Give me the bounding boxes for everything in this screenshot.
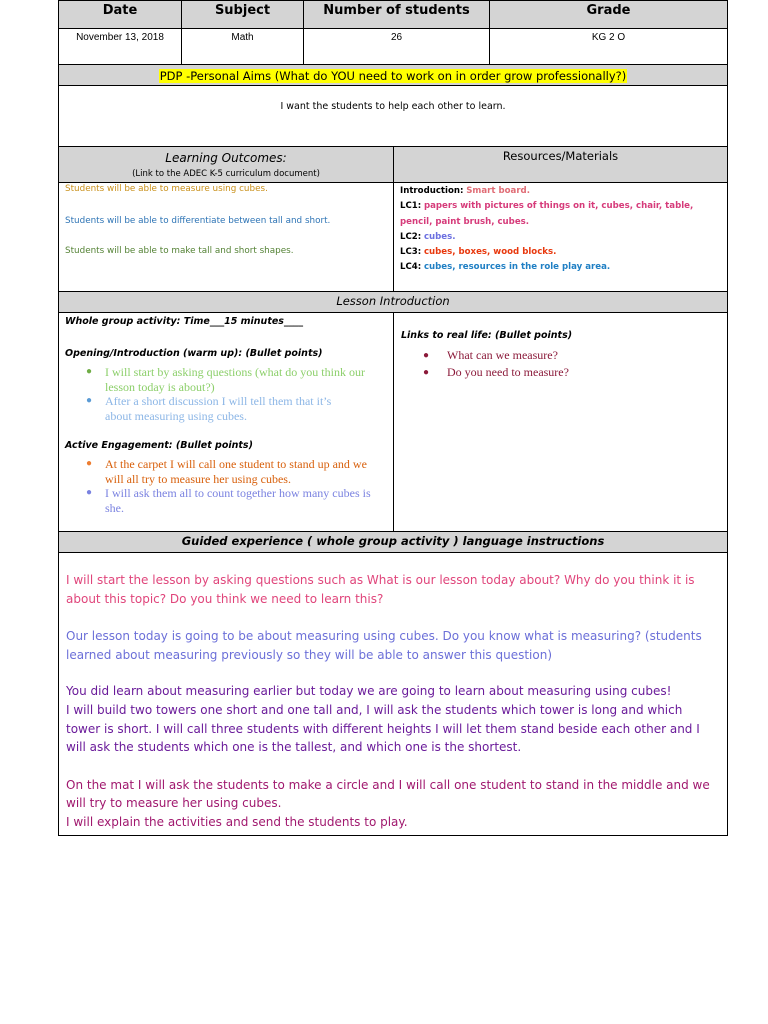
bullet-icon: ● — [86, 395, 93, 406]
date-value: November 13, 2018 — [58, 28, 182, 65]
resources-title: Resources/Materials — [502, 149, 619, 163]
outcome-1: Students will be able to measure using cubes. — [65, 184, 268, 194]
pdp-title-row — [58, 64, 728, 86]
guided-content — [58, 552, 728, 836]
resource-lc2-label: LC2: — [400, 232, 422, 242]
learning-outcomes-subtitle: (Link to the ADEC K-5 curriculum document) — [132, 169, 320, 179]
links-item-2-text: Do you need to measure? — [447, 365, 569, 379]
resource-intro-label: Introduction: — [400, 186, 464, 196]
opening-item-2-text: After a short discussion I will tell them that it’s about measuring using cubes. — [105, 394, 332, 423]
resources-content — [393, 182, 728, 292]
grade-header: Grade — [489, 0, 728, 29]
resources-header — [393, 146, 728, 183]
pdp-aim: I want the students to help each other to learn. — [280, 101, 506, 112]
bullet-icon: ● — [86, 487, 93, 498]
resource-lc2 — [400, 230, 720, 246]
guided-title: Guided experience ( whole group activity ) language instructions — [181, 534, 605, 548]
resource-intro — [400, 184, 720, 200]
subject-value: Math — [181, 28, 304, 65]
opening-item-1 — [59, 365, 389, 394]
resource-lc3-label: LC3: — [400, 247, 422, 257]
date-header: Date — [58, 0, 182, 29]
active-item-1-text: At the carpet I will call one student to stand up and we will all try to measure her using cubes. — [105, 457, 367, 486]
bullet-icon: ● — [86, 458, 93, 469]
guided-paragraph-4a: On the mat I will ask the students to make a circle and I will call one student to stand in the middle and we will try to measure her using cubes. — [66, 777, 710, 811]
resource-lc1-label: LC1: — [400, 201, 422, 211]
grade-value: KG 2 O — [489, 28, 728, 65]
resource-lc4-value: cubes, resources in the role play area. — [423, 262, 611, 272]
pdp-aim-row — [58, 85, 728, 147]
active-heading: Active Engagement: (Bullet points) — [65, 440, 253, 451]
bullet-icon: ● — [86, 366, 93, 377]
learning-outcomes-header — [58, 146, 394, 183]
students-header: Number of students — [303, 0, 490, 29]
guided-paragraph-2: Our lesson today is going to be about measuring using cubes. Do you know what is measuring? (students learned about measuring previously so they will be able to answer this question) — [66, 629, 702, 662]
lesson-intro-left — [58, 312, 394, 532]
opening-heading: Opening/Introduction (warm up): (Bullet points) — [65, 348, 323, 359]
outcome-2: Students will be able to differentiate between tall and short. — [65, 216, 331, 226]
guided-paragraph-1: I will start the lesson by asking questions such as What is our lesson today about? Why do you think it is about this topic? Do you think we need to learn this? — [66, 573, 695, 606]
whole-group-activity: Whole group activity: Time___15 minutes____ — [65, 316, 303, 327]
pdp-title: PDP -Personal Aims (What do YOU need to work on in order grow professionally?) — [159, 69, 627, 83]
resource-lc3 — [400, 245, 720, 261]
lesson-intro-header — [58, 291, 728, 313]
bullet-icon: ● — [423, 350, 430, 361]
guided-paragraph-3a: You did learn about measuring earlier but today we are going to learn about measuring using cubes! — [66, 684, 672, 699]
outcome-3: Students will be able to make tall and short shapes. — [65, 246, 294, 256]
guided-paragraph-3b: I will build two towers one short and one tall and, I will ask the students which tower is long and which tower is short. I will call three students with different heights I will let them stand beside each other and I will ask the students which one is the tallest, and which one is the shortest. — [66, 702, 700, 755]
links-item-1-text: What can we measure? — [447, 348, 558, 362]
resource-lc2-value: cubes. — [423, 232, 456, 242]
resource-lc4-label: LC4: — [400, 262, 422, 272]
guided-header — [58, 531, 728, 553]
resource-lc1-value: papers with pictures of things on it, cubes, chair, table, pencil, paint brush, cubes. — [400, 201, 694, 227]
guided-paragraph-4b: I will explain the activities and send the students to play. — [66, 814, 408, 829]
learning-outcomes-content — [58, 182, 394, 292]
subject-header: Subject — [181, 0, 304, 29]
resource-lc3-value: cubes, boxes, wood blocks. — [423, 247, 557, 257]
resource-lc1 — [400, 199, 710, 230]
opening-item-2 — [59, 394, 389, 423]
active-list — [59, 457, 389, 515]
resource-intro-value: Smart board. — [466, 186, 530, 196]
opening-item-1-text: I will start by asking questions (what do you think our lesson today is about?) — [105, 365, 365, 394]
opening-list — [59, 365, 389, 423]
lesson-intro-right — [393, 312, 728, 532]
active-item-1 — [59, 457, 389, 486]
active-item-2 — [59, 486, 389, 515]
active-item-2-text: I will ask them all to count together how many cubes is she. — [105, 486, 371, 515]
lesson-intro-title: Lesson Introduction — [336, 294, 450, 308]
resource-lc4 — [400, 260, 720, 276]
links-list — [394, 347, 714, 381]
links-item-1 — [394, 347, 714, 364]
learning-outcomes-title: Learning Outcomes: — [165, 151, 287, 165]
students-value: 26 — [303, 28, 490, 65]
bullet-icon: ● — [423, 367, 430, 378]
links-heading: Links to real life: (Bullet points) — [401, 330, 573, 341]
links-item-2 — [394, 364, 714, 381]
